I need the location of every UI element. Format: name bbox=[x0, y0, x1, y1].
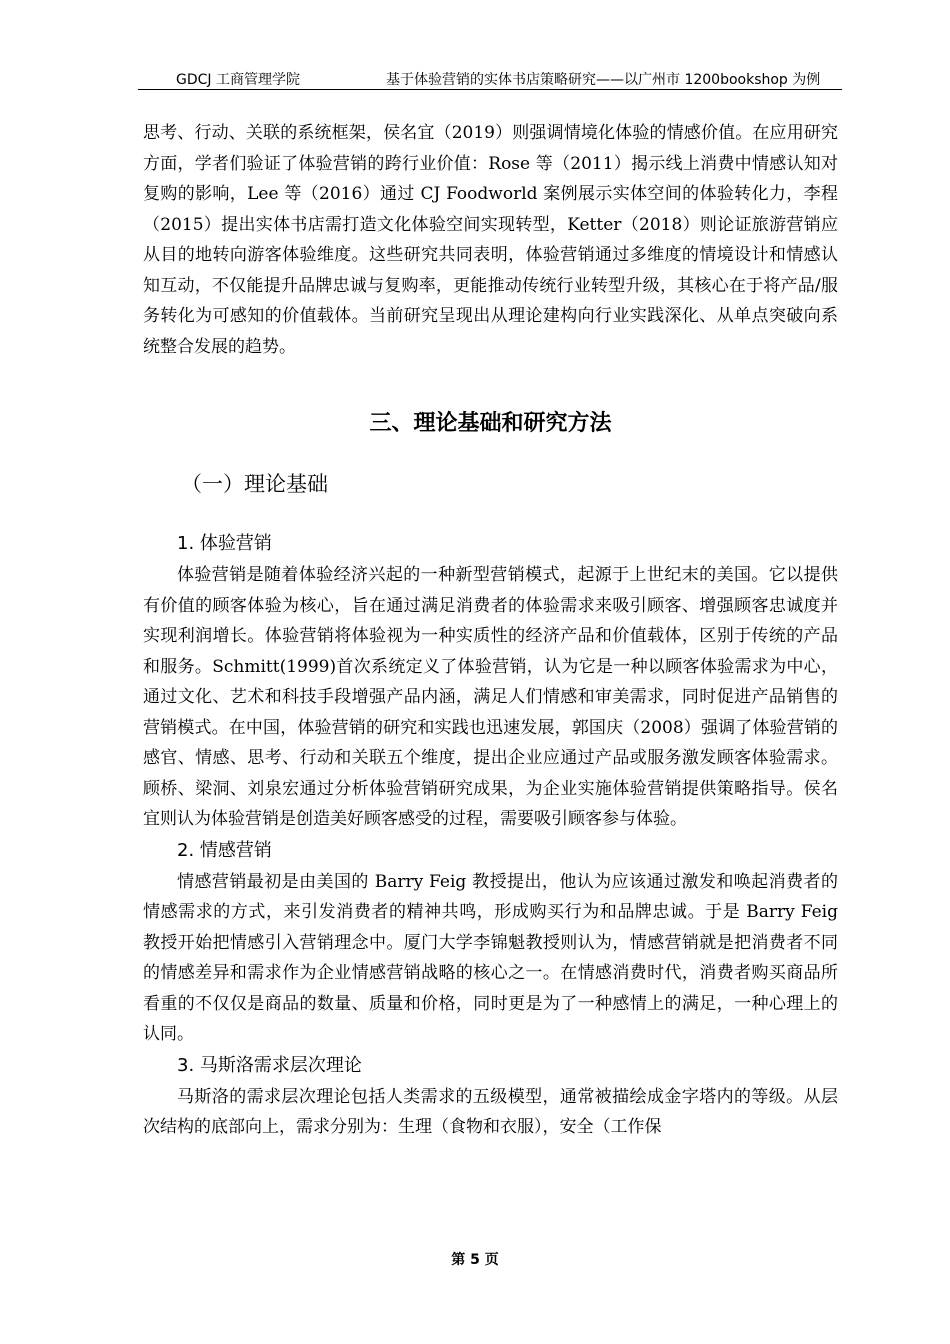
section-title: 三、理论基础和研究方法 bbox=[369, 411, 612, 436]
item-heading-maslow-hierarchy: 3. 马斯洛需求层次理论 bbox=[177, 1054, 362, 1076]
item-text-emotional-marketing: 情感营销最初是由美国的 Barry Feig 教授提出，他认为应该通过激发和唤起消费者的情感需求的方式，来引发消费者的精神共鸣，形成购买行为和品牌忠诚。于是 Barry Feig 教授开始把情感引入营销理念中。厦门大学李锦魁教授则认为，情感营销就是把消费者不同的情感差异和需求作为企业情感营销战略的核心之一。在情感消费时代，消费者购买商品所看重的不仅仅是商品的数量、质量和价格，同时更是为了一种感情上的满足，一种心理上的认同。 bbox=[143, 871, 838, 1044]
header-thesis-title: 基于体验营销的实体书店策略研究——以广州市 1200bookshop 为例 bbox=[386, 72, 821, 88]
page-number: 第 5 页 bbox=[451, 1252, 499, 1268]
item-text-maslow-hierarchy: 马斯洛的需求层次理论包括人类需求的五级模型，通常被描绘成金字塔内的等级。从层次结构的底部向上，需求分别为：生理（食物和衣服），安全（工作保 bbox=[143, 1086, 838, 1137]
page-body bbox=[143, 118, 838, 1143]
subsection-title: （一）理论基础 bbox=[181, 472, 328, 496]
item-heading-experience-marketing: 1. 体验营销 bbox=[177, 533, 272, 554]
header-divider bbox=[138, 89, 842, 90]
header-school: GDCJ 工商管理学院 bbox=[176, 72, 300, 88]
page-header bbox=[138, 70, 842, 90]
intro-paragraph: 思考、行动、关联的系统框架，侯名宜（2019）则强调情境化体验的情感价值。在应用研究方面，学者们验证了体验营销的跨行业价值：Rose 等（2011）揭示线上消费中情感认知对复购的影响，Lee 等（2016）通过 CJ Foodworld 案例展示实体空间的体验转化力，李程（2015）提出实体书店需打造文化体验空间实现转型，Ketter（2018）则论证旅游营销应从目的地转向游客体验维度。这些研究共同表明，体验营销通过多维度的情境设计和情感认知互动，不仅能提升品牌忠诚与复购率，更能推动传统行业转型升级，其核心在于将产品/服务转化为可感知的价值载体。当前研究呈现出从理论建构向行业实践深化、从单点突破向系统整合发展的趋势。 bbox=[143, 123, 838, 357]
item-text-experience-marketing: 体验营销是随着体验经济兴起的一种新型营销模式，起源于上世纪末的美国。它以提供有价值的顾客体验为核心，旨在通过满足消费者的体验需求来吸引顾客、增强顾客忠诚度并实现利润增长。体验营销将体验视为一种实质性的经济产品和价值载体，区别于传统的产品和服务。Schmitt(1999)首次系统定义了体验营销，认为它是一种以顾客体验需求为中心，通过文化、艺术和科技手段增强产品内涵，满足人们情感和审美需求，同时促进产品销售的营销模式。在中国，体验营销的研究和实践也迅速发展，郭国庆（2008）强调了体验营销的感官、情感、思考、行动和关联五个维度，提出企业应通过产品或服务激发顾客体验需求。顾桥、梁洞、刘泉宏通过分析体验营销研究成果，为企业实施体验营销提供策略指导。侯名宜则认为体验营销是创造美好顾客感受的过程，需要吸引顾客参与体验。 bbox=[143, 565, 838, 829]
item-heading-emotional-marketing: 2. 情感营销 bbox=[177, 839, 272, 861]
